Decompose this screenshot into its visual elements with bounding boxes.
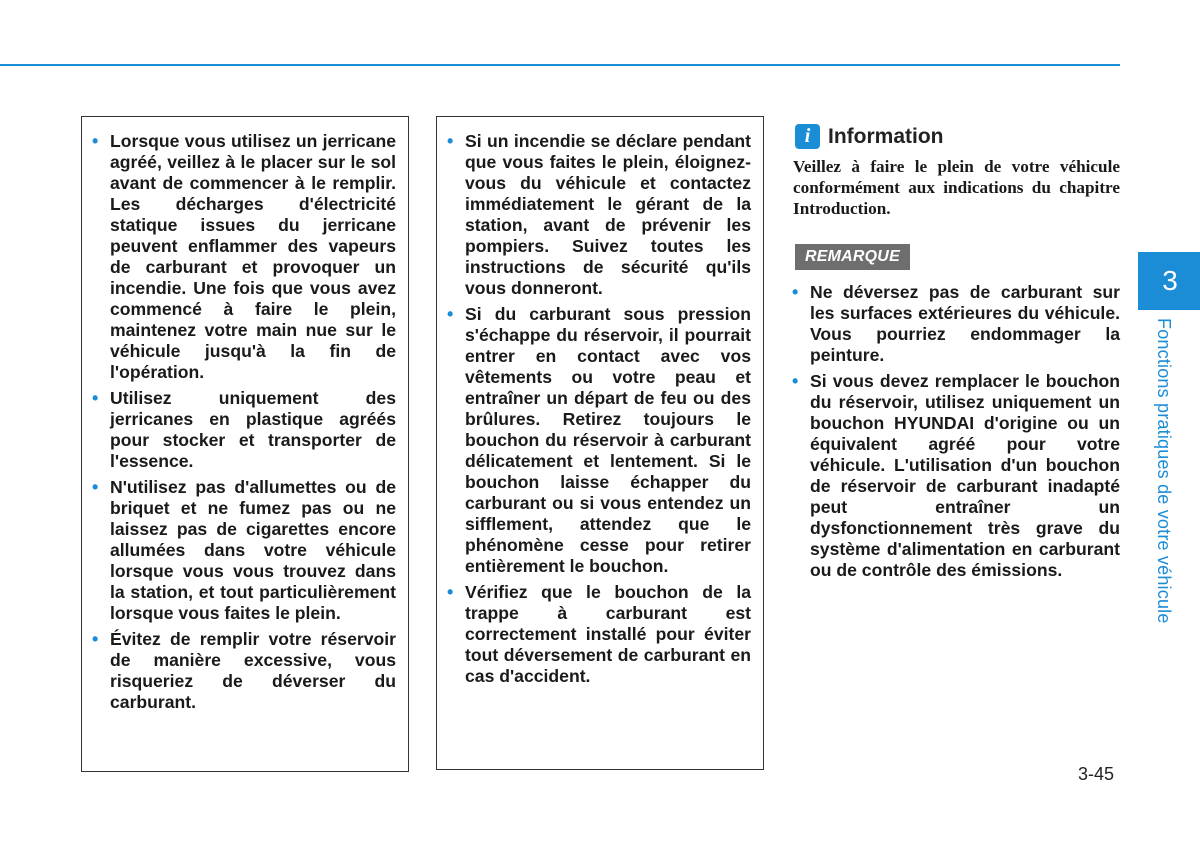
warning-box-right bbox=[436, 116, 764, 770]
header-rule bbox=[0, 64, 1120, 66]
info-icon: i bbox=[795, 124, 820, 149]
warning-item: • Vérifiez que le bouchon de la trappe à carburant est correctement installé pour éviter tout déversement de carburant en cas d'accident. bbox=[465, 582, 751, 687]
warning-item: • Utilisez uniquement des jerricanes en plastique agréés pour stocker et transporter de l'essence. bbox=[110, 388, 396, 472]
information-header bbox=[795, 124, 944, 149]
information-title: Information bbox=[828, 124, 944, 148]
chapter-title: Fonctions pratiques de votre véhicule bbox=[1154, 318, 1174, 624]
warning-item: • Si du carburant sous pression s'échappe du réservoir, il pourrait entrer en contact avec vos vêtements ou votre peau et entraîner un départ de feu ou des brûlures. Retirez toujours le bouchon du réservoir à carburant délicatement et lentement. Si le bouchon laisse échapper du carburant ou si vous entendez un sifflement, attendez que le phénomène cesse pour retirer entièrement le bouchon. bbox=[465, 304, 751, 577]
remark-badge: REMARQUE bbox=[795, 244, 910, 270]
remark-item: • Si vous devez remplacer le bouchon du réservoir, utilisez uniquement un bouchon HYUNDAI d'origine ou un équivalent agréé pour votre véhicule. L'utilisation d'un bouchon de réservoir de carburant inadapté peut entraîner un dysfonctionnement très grave du système d'alimentation en carburant ou de contrôle des émissions. bbox=[810, 371, 1120, 581]
warning-list-left bbox=[110, 131, 396, 713]
page-number: 3-45 bbox=[1078, 764, 1115, 784]
warning-item: • N'utilisez pas d'allumettes ou de briquet et ne fumez pas ou ne laissez pas de cigarettes encore allumées dans votre véhicule lorsque vous vous trouvez dans la station, et tout particulièrement lorsque vous faites le plein. bbox=[110, 477, 396, 624]
warning-item: • Évitez de remplir votre réservoir de manière excessive, vous risqueriez de déverser du carburant. bbox=[110, 629, 396, 713]
warning-list-right bbox=[465, 131, 751, 687]
remark-item: • Ne déversez pas de carburant sur les surfaces extérieures du véhicule. Vous pourriez endommager la peinture. bbox=[810, 282, 1120, 366]
warning-box-left bbox=[81, 116, 409, 772]
remark-list bbox=[810, 282, 1120, 586]
warning-item: • Si un incendie se déclare pendant que vous faites le plein, éloignez-vous du véhicule et contactez immédiatement le gérant de la station, avant de prévenir les pompiers. Suivez toutes les instructions de sécurité qu'ils vous donneront. bbox=[465, 131, 751, 299]
warning-item: • Lorsque vous utilisez un jerricane agréé, veillez à le placer sur le sol avant de commencer à le remplir. Les décharges d'électricité statique issues du jerricane peuvent enflammer des vapeurs de carburant et provoquer un incendie. Une fois que vous avez commencé à faire le plein, maintenez votre main nue sur le véhicule jusqu'à la fin de l'opération. bbox=[110, 131, 396, 383]
chapter-tab: 3 bbox=[1138, 252, 1200, 310]
information-text: Veillez à faire le plein de votre véhicule conformément aux indications du chapitre Introduction. bbox=[793, 157, 1120, 218]
